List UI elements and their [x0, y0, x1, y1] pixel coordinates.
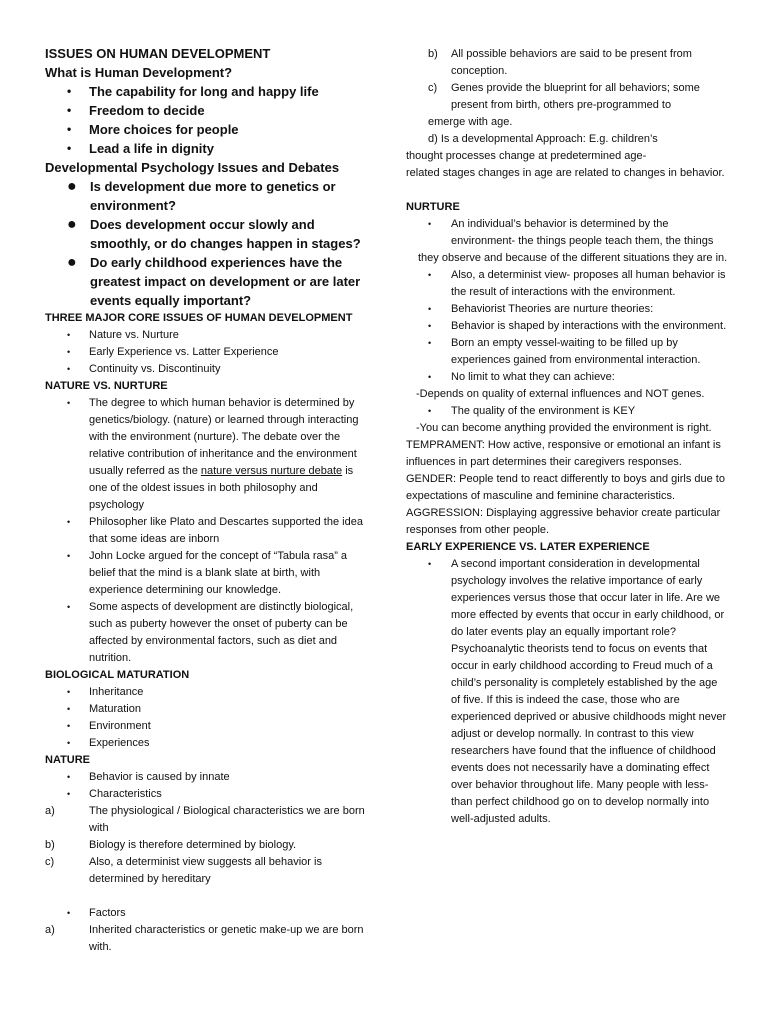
section-heading-nature-vs-nurture: NATURE VS. NURTURE	[45, 380, 168, 392]
bullet-icon: ●	[67, 216, 77, 233]
bullet-icon: •	[67, 364, 71, 374]
bullet-icon: •	[428, 304, 432, 314]
list-item: • No limit to what they can achieve:	[406, 369, 728, 386]
list-item: • More choices for people	[67, 122, 239, 137]
list-item: • Inheritance	[45, 684, 370, 701]
bullet-icon: •	[67, 84, 72, 98]
list-item: • Experiences	[45, 735, 370, 752]
section-heading-debates: Developmental Psychology Issues and Debates	[45, 160, 340, 175]
bullet-icon: •	[67, 738, 71, 748]
list-item: • An individual’s behavior is determined by the environment- the things people teach them, the things	[428, 218, 714, 247]
bullet-icon: •	[67, 103, 72, 117]
bullet-icon: •	[67, 704, 71, 714]
list-item: ● Is development due more to genetics or environment?	[67, 178, 336, 213]
section-heading-nurture: NURTURE	[406, 201, 460, 213]
bullet-icon: •	[428, 338, 432, 348]
list-item: • Behaviorist Theories are nurture theories:	[406, 301, 728, 318]
list-item: • Also, a determinist view- proposes all human behavior is the result of interactions with the environment.	[428, 269, 726, 298]
section-heading-early-experience: EARLY EXPERIENCE VS. LATER EXPERIENCE	[406, 541, 650, 553]
list-item: • Behavior is shaped by interactions with the environment.	[406, 318, 728, 335]
paragraph: thought processes change at predetermined age-	[406, 150, 647, 162]
bullet-icon: •	[67, 789, 71, 799]
list-item: b) All possible behaviors are said to be present from conception.	[428, 48, 692, 77]
bullet-icon: •	[428, 372, 432, 382]
bullet-icon: •	[67, 330, 71, 340]
list-item: • Some aspects of development are distinctly biological, such as puberty however the onset of puberty can be affected by environmental factors, such as diet and nutrition.	[67, 601, 354, 664]
list-item: • Continuity vs. Discontinuity	[45, 361, 370, 378]
list-item: • Philosopher like Plato and Descartes supported the idea that some ideas are inborn	[67, 516, 363, 545]
bullet-icon: •	[67, 122, 72, 136]
paragraph-gender: GENDER: People tend to react differently to boys and girls due to expectations of masculine and feminine characteristics.	[406, 473, 725, 502]
list-item: • Characteristics	[45, 786, 370, 803]
paragraph: they observe and because of the different situations they are in.	[418, 252, 728, 264]
list-item: • Freedom to decide	[67, 103, 205, 118]
paragraph: related stages changes in age are related to changes in behavior.	[406, 167, 725, 179]
bullet-icon: •	[67, 721, 71, 731]
list-item: • Behavior is caused by innate	[45, 769, 370, 786]
list-item: • Maturation	[45, 701, 370, 718]
bullet-icon: •	[428, 219, 432, 229]
paragraph: d) Is a developmental Approach: E.g. children’s	[428, 133, 658, 145]
bullet-icon: •	[67, 908, 71, 918]
list-marker: b)	[45, 839, 55, 851]
list-item: • John Locke argued for the concept of “Tabula rasa” a belief that the mind is a blank slate at birth, with experience determining our knowledge.	[67, 550, 348, 596]
section-heading-nature: NATURE	[45, 754, 91, 766]
section-heading-three-issues: THREE MAJOR CORE ISSUES OF HUMAN DEVELOPMENT	[45, 312, 353, 324]
list-item: • The quality of the environment is KEY	[406, 403, 728, 420]
list-item: c) Also, a determinist view suggests all behavior is determined by hereditary	[45, 856, 322, 885]
list-item: a) The physiological / Biological characteristics we are born with	[45, 805, 365, 834]
right-column	[406, 46, 728, 828]
list-marker: a)	[45, 805, 55, 817]
list-item: ● Does development occur slowly and smoothly, or do changes happen in stages?	[67, 216, 361, 251]
list-item: • Lead a life in dignity	[67, 141, 214, 156]
list-marker: a)	[45, 924, 55, 936]
left-column	[45, 44, 370, 956]
bullet-icon: •	[428, 321, 432, 331]
list-item: a) Inherited characteristics or genetic make-up we are born with.	[45, 924, 364, 953]
list-item: b) Biology is therefore determined by biology.	[45, 837, 370, 854]
list-item: • Early Experience vs. Latter Experience	[45, 344, 370, 361]
bullet-icon: •	[428, 406, 432, 416]
section-heading-what-is: What is Human Development?	[45, 65, 233, 80]
bullet-icon: •	[428, 270, 432, 280]
bullet-icon: ●	[67, 178, 77, 195]
list-item: c) Genes provide the blueprint for all behaviors; some present from birth, others pre-programmed to	[428, 82, 700, 111]
list-item: • The capability for long and happy life	[67, 84, 319, 99]
bullet-icon: •	[428, 559, 432, 569]
bullet-icon: ●	[67, 254, 77, 271]
paragraph: emerge with age.	[428, 116, 513, 128]
list-item: • Born an empty vessel-waiting to be filled up by experiences gained from environmental interaction.	[428, 337, 701, 366]
paragraph: -Depends on quality of external influences and NOT genes.	[416, 388, 705, 400]
list-item: • Environment	[45, 718, 370, 735]
spacer	[45, 888, 370, 905]
bullet-icon: •	[67, 602, 71, 612]
bullet-icon: •	[67, 687, 71, 697]
list-item: • The degree to which human behavior is determined by genetics/biology. (nature) or learned through interacting with the environment (nurture). The debate over the relative contribution of inheritance and the environment usually referred as the nature versus nurture debate is one of the oldest issues in both philosophy and psychology	[67, 397, 359, 511]
bullet-icon: •	[67, 398, 71, 408]
section-heading-biological-maturation: BIOLOGICAL MATURATION	[45, 669, 190, 681]
paragraph-temperament: TEMPRAMENT: How active, responsive or emotional an infant is influences in part determines their caregivers responses.	[406, 439, 721, 468]
list-marker: b)	[428, 48, 438, 60]
bullet-icon: •	[67, 772, 71, 782]
list-marker: c)	[45, 856, 55, 868]
list-item: ● Do early childhood experiences have the greatest impact on development or are later events equally important?	[67, 254, 361, 308]
spacer	[406, 182, 728, 199]
list-marker: c)	[428, 82, 438, 94]
list-item: • Factors	[45, 905, 370, 922]
bullet-icon: •	[67, 347, 71, 357]
bullet-icon: •	[67, 141, 72, 155]
list-item: • A second important consideration in developmental psychology involves the relative importance of early experiences versus those that occur later in life. Are we more effected by events that occur in early childhood, or do later events play an equally important role? Psychoanalytic theorists tend to focus on events that occur in early childhood according to Freud much of a child’s personality is completely established by the age of five. If this is indeed the case, those who are experienced deprived or abusive childhoods might never adjust or develop normally. In contrast to this view researchers have found that the influence of childhood events does not necessarily have a dominating effect over behavior throughout life. Many people with less-than perfect childhood go on to develop normally into well-adjusted adults.	[428, 558, 727, 825]
paragraph: -You can become anything provided the environment is right.	[416, 422, 712, 434]
underlined-term: nature versus nurture debate	[200, 465, 343, 477]
list-item: • Nature vs. Nurture	[45, 327, 370, 344]
document-title: ISSUES ON HUMAN DEVELOPMENT	[45, 46, 271, 61]
paragraph-aggression: AGGRESSION: Displaying aggressive behavior create particular responses from other people.	[406, 507, 721, 536]
bullet-icon: •	[67, 517, 71, 527]
bullet-icon: •	[67, 551, 71, 561]
